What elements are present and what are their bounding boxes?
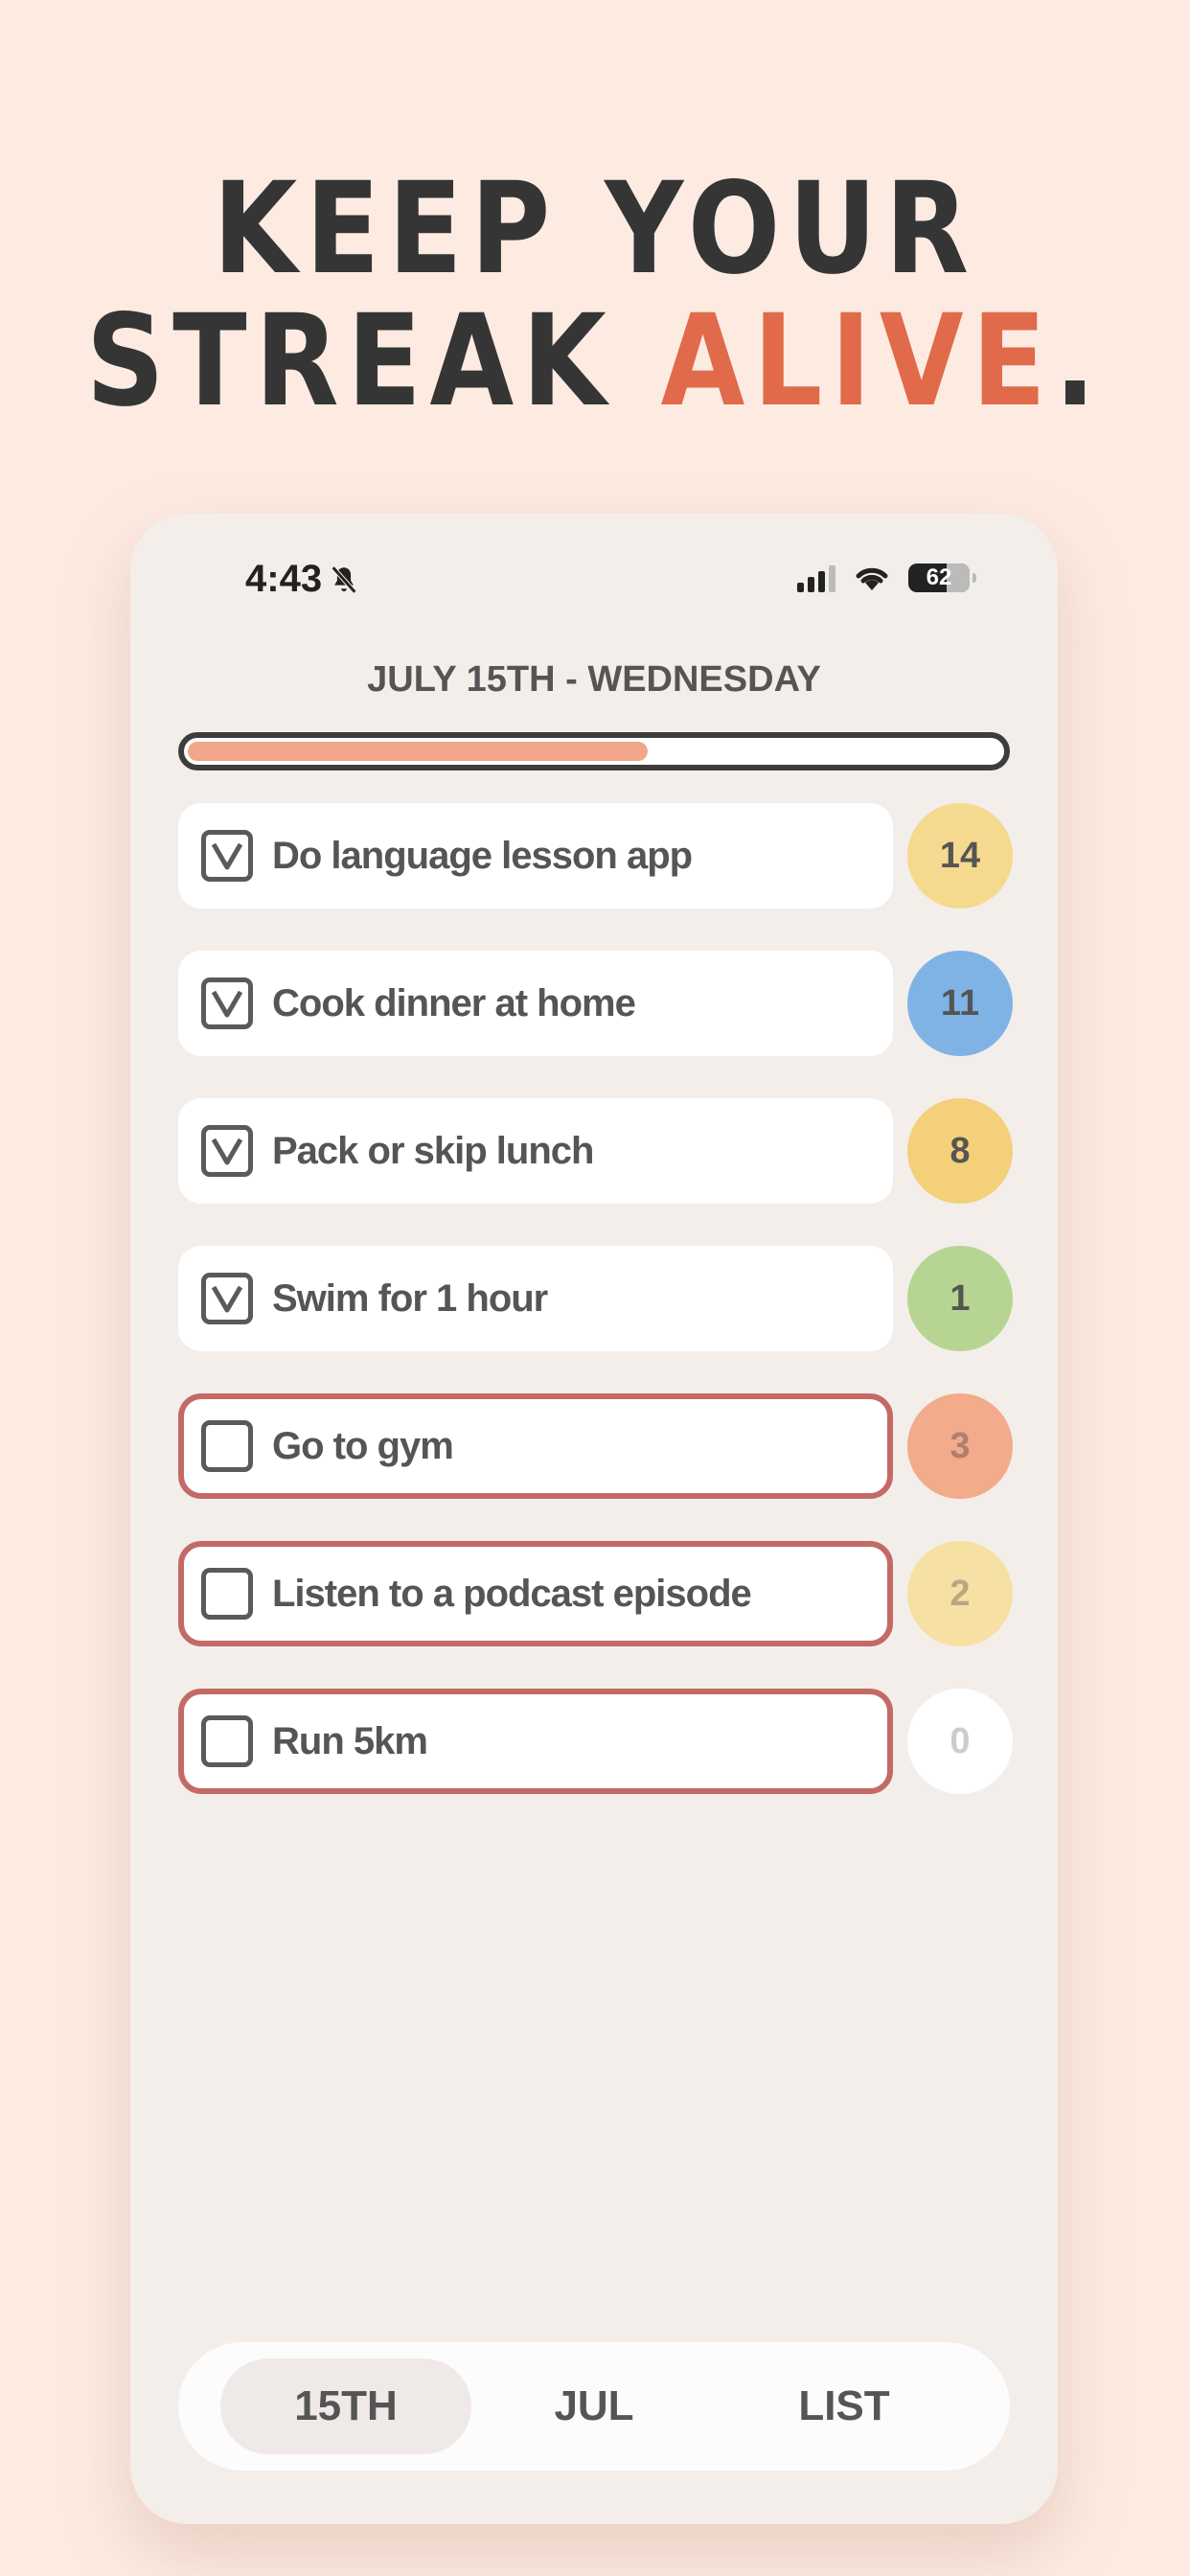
headline-accent-word: ALIVE (660, 288, 1055, 435)
headline-period: . (1054, 288, 1105, 435)
day-progress-fill (188, 742, 648, 761)
habit-label: Run 5km (272, 1719, 427, 1762)
checked-checkbox-icon[interactable] (201, 830, 253, 882)
habit-task[interactable] (178, 951, 893, 1056)
checked-checkbox-icon[interactable] (201, 978, 253, 1029)
checkmark-v-icon (211, 989, 243, 1018)
habit-task[interactable] (178, 1689, 893, 1794)
habit-label: Cook dinner at home (272, 981, 635, 1024)
day-progress-bar (178, 732, 1010, 770)
date-title: JULY 15TH - WEDNESDAY (367, 659, 821, 700)
streak-count-badge: 0 (907, 1689, 1013, 1794)
habit-row (178, 803, 1010, 908)
habit-row (178, 1541, 1010, 1646)
bell-slash-icon (328, 564, 360, 596)
habit-label: Go to gym (272, 1424, 453, 1467)
tab-month[interactable] (469, 2358, 720, 2454)
habit-task[interactable] (178, 1098, 893, 1204)
headline-line-2-start: STREAK (85, 288, 661, 435)
habit-list (178, 803, 1010, 1836)
habit-row (178, 951, 1010, 1056)
checkmark-v-icon (211, 841, 243, 870)
habit-task[interactable] (178, 1246, 893, 1351)
status-time: 4:43 (245, 558, 323, 600)
habit-task[interactable] (178, 1541, 893, 1646)
wifi-icon (853, 564, 891, 592)
empty-checkbox-icon[interactable] (201, 1715, 253, 1767)
habit-row (178, 1098, 1010, 1204)
habit-task[interactable] (178, 803, 893, 908)
habit-row (178, 1393, 1010, 1499)
habit-label: Swim for 1 hour (272, 1276, 548, 1320)
tab-list-label: LIST (798, 2382, 890, 2429)
tab-month-label: JUL (554, 2382, 634, 2429)
habit-label: Do language lesson app (272, 834, 693, 877)
streak-count-badge: 3 (907, 1393, 1013, 1499)
streak-count-badge: 11 (907, 951, 1013, 1056)
headline-line-2 (83, 288, 1107, 435)
status-bar (130, 558, 1058, 611)
habit-row (178, 1689, 1010, 1794)
headline (83, 155, 1107, 435)
streak-count-badge: 2 (907, 1541, 1013, 1646)
habit-task[interactable] (178, 1393, 893, 1499)
tab-list[interactable] (719, 2358, 970, 2454)
status-right-group (797, 564, 970, 592)
streak-count-badge: 8 (907, 1098, 1013, 1204)
cellular-signal-icon (797, 564, 835, 592)
checkmark-v-icon (211, 1137, 243, 1165)
habit-row (178, 1246, 1010, 1351)
status-time-group (245, 558, 360, 601)
checkmark-v-icon (211, 1284, 243, 1313)
phone-frame (130, 514, 1058, 2524)
habit-label: Pack or skip lunch (272, 1129, 594, 1172)
headline-line-1: KEEP YOUR (213, 155, 977, 303)
checked-checkbox-icon[interactable] (201, 1273, 253, 1324)
empty-checkbox-icon[interactable] (201, 1568, 253, 1620)
streak-count-badge: 1 (907, 1246, 1013, 1351)
tab-day[interactable] (220, 2358, 471, 2454)
empty-checkbox-icon[interactable] (201, 1420, 253, 1472)
battery-level: 62 (926, 564, 952, 590)
habit-label: Listen to a podcast episode (272, 1572, 751, 1615)
checked-checkbox-icon[interactable] (201, 1125, 253, 1177)
tab-day-label: 15TH (294, 2382, 398, 2429)
streak-count-badge: 14 (907, 803, 1013, 908)
battery-icon (908, 564, 970, 592)
bottom-tab-bar (178, 2342, 1010, 2471)
